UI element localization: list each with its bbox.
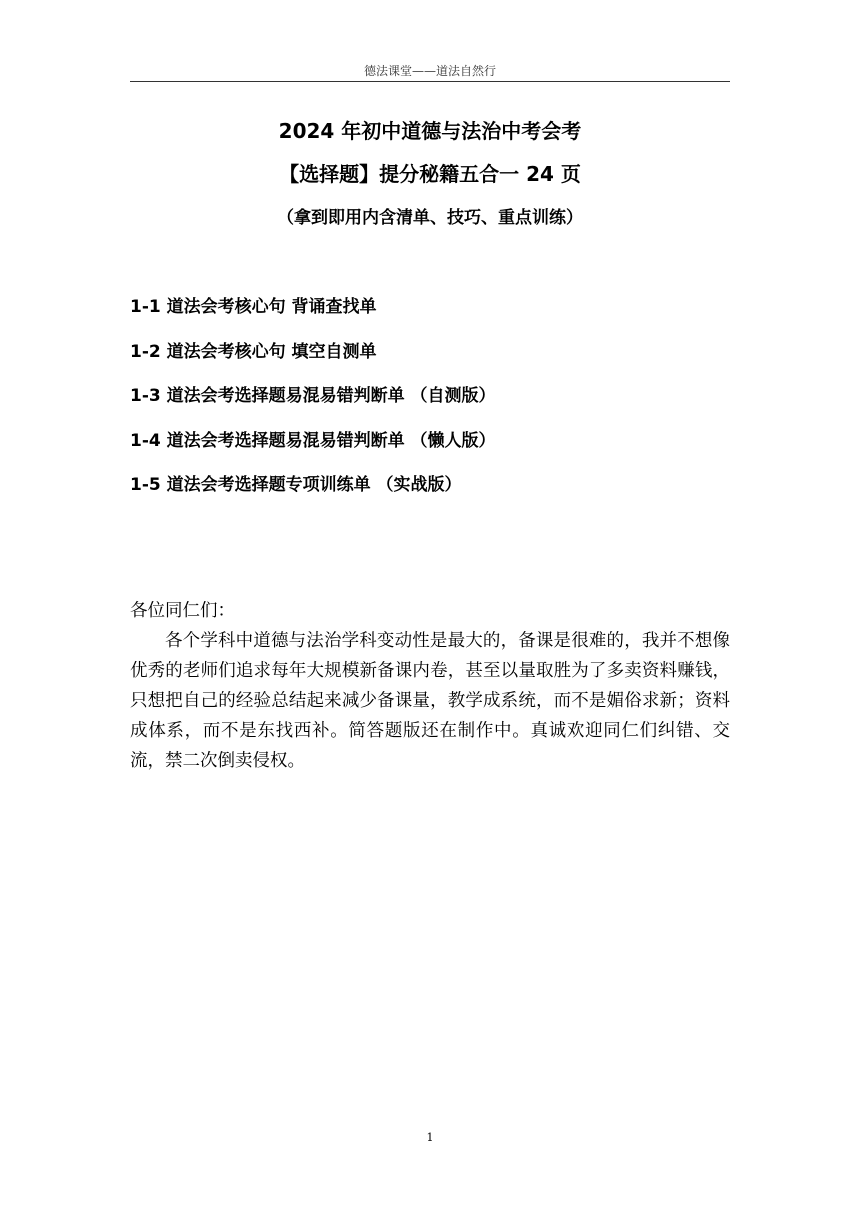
document-tagline: （拿到即用内含清单、技巧、重点训练） — [277, 208, 583, 228]
page-header: 德法课堂——道法自然行 — [363, 64, 496, 78]
document-subtitle: 【选择题】提分秘籍五合一 24 页 — [279, 162, 581, 186]
letter-body: 各个学科中道德与法治学科变动性是最大的，备课是很难的，我并不想像优秀的老师们追求每年大规模新备课内卷，甚至以量取胜为了多卖资料赚钱，只想把自己的经验总结起来减少备课量，教学成系统，而不是媚俗求新；资料成体系，而不是东找西补。简答题版还在制作中。真诚欢迎同仁们纠错、交流，禁二次倒卖侵权。 — [130, 631, 730, 771]
page-number: 1 — [426, 1131, 434, 1144]
contents-item: 1-1 道法会考核心句 背诵查找单 — [130, 297, 377, 317]
contents-item: 1-3 道法会考选择题易混易错判断单 （自测版） — [130, 386, 496, 406]
document-title: 2024 年初中道德与法治中考会考 — [278, 119, 582, 143]
preface-letter — [130, 596, 730, 776]
header-divider — [130, 81, 730, 82]
contents-item: 1-4 道法会考选择题易混易错判断单 （懒人版） — [130, 430, 496, 451]
letter-salutation: 各位同仁们： — [130, 601, 235, 621]
contents-item: 1-2 道法会考核心句 填空自测单 — [130, 341, 377, 362]
contents-item: 1-5 道法会考选择题专项训练单 （实战版） — [130, 475, 462, 495]
contents-list — [130, 293, 730, 516]
